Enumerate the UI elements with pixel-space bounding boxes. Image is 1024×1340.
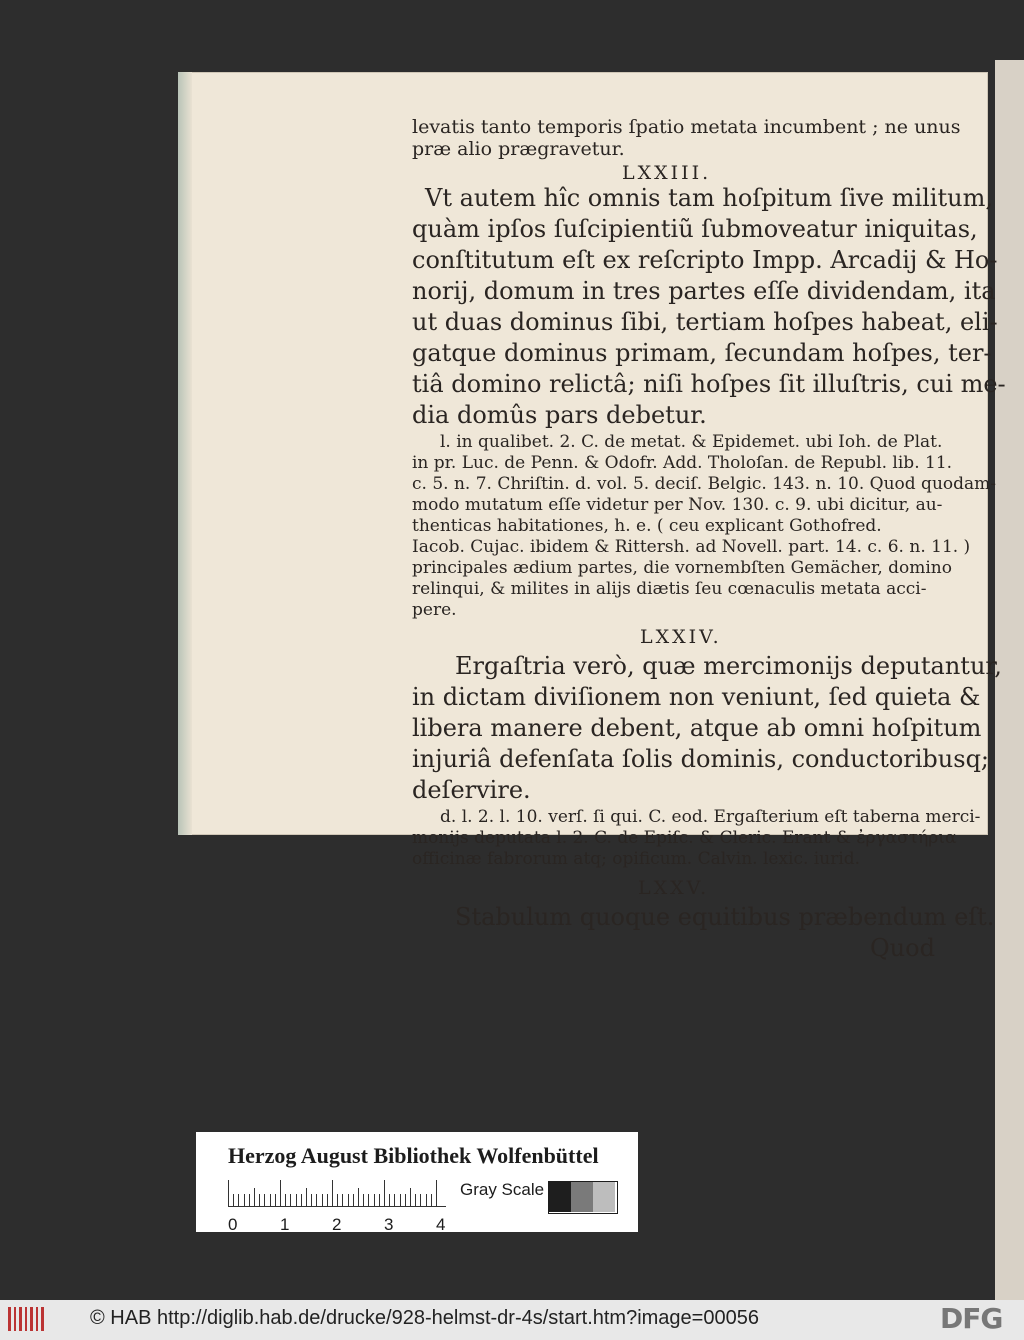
text-line: gatque dominus primam, ſecundam hoſpes, ter- bbox=[412, 339, 992, 367]
ruler-number: 3 bbox=[384, 1215, 394, 1234]
ruler-tick bbox=[420, 1194, 421, 1206]
text-line: dia domûs pars debetur. bbox=[412, 401, 707, 429]
ruler-tick bbox=[389, 1194, 390, 1206]
ruler-tick bbox=[322, 1194, 323, 1206]
text-line: tiâ domino relictâ; niſi hoſpes ſit illuſtris, cui me- bbox=[412, 370, 1006, 398]
footnote-line: in pr. Luc. de Penn. & Odofr. Add. Tholoſan. de Republ. lib. 11. bbox=[412, 453, 953, 473]
ruler-tick bbox=[405, 1194, 406, 1206]
text-line: libera manere debent, atque ab omni hoſpitum bbox=[412, 714, 982, 742]
ruler-tick bbox=[327, 1194, 328, 1206]
ruler-tick bbox=[228, 1180, 229, 1206]
footnote-line: officinæ fabrorum atq; opificum. Calvin. lexic. iurid. bbox=[412, 849, 861, 869]
ruler-tick bbox=[431, 1194, 432, 1206]
page-edge bbox=[178, 72, 192, 835]
text-line: Ergaſtria verò, quæ mercimonijs deputantur, bbox=[455, 652, 1002, 680]
ruler-tick bbox=[290, 1194, 291, 1206]
ruler-tick bbox=[259, 1194, 260, 1206]
ruler-tick bbox=[342, 1194, 343, 1206]
ruler-number: 0 bbox=[228, 1215, 238, 1234]
text-line: norij, domum in tres partes eſſe dividendam, ita bbox=[412, 277, 996, 305]
ruler-tick bbox=[426, 1194, 427, 1206]
ruler-tick bbox=[368, 1194, 369, 1206]
footnote-line: pere. bbox=[412, 600, 457, 620]
ruler-tick bbox=[254, 1188, 255, 1206]
ruler-tick bbox=[311, 1194, 312, 1206]
ruler-tick bbox=[384, 1180, 385, 1206]
gray-scale-frame bbox=[548, 1181, 618, 1214]
ruler-tick bbox=[233, 1194, 234, 1206]
ruler-tick bbox=[374, 1194, 375, 1206]
text-line: conſtitutum eſt ex reſcripto Impp. Arcadij & Ho- bbox=[412, 246, 998, 274]
ruler-tick bbox=[410, 1188, 411, 1206]
section-number: LXXIV. bbox=[640, 626, 722, 648]
ruler-tick bbox=[348, 1194, 349, 1206]
ruler-tick bbox=[296, 1194, 297, 1206]
ruler-number: 1 bbox=[280, 1215, 290, 1234]
ruler-tick bbox=[436, 1180, 437, 1206]
ruler-tick bbox=[363, 1194, 364, 1206]
section-number: LXXIII. bbox=[622, 162, 712, 184]
text-line: injuriâ defenſata ſolis dominis, conductoribusq; bbox=[412, 745, 990, 773]
ruler-tick bbox=[264, 1194, 265, 1206]
footnote-line: Iacob. Cujac. ibidem & Rittersh. ad Novell. part. 14. c. 6. n. 11. ) bbox=[412, 537, 971, 557]
ruler-tick bbox=[280, 1180, 281, 1206]
ruler-tick bbox=[394, 1194, 395, 1206]
library-name: Herzog August Bibliothek Wolfenbüttel bbox=[228, 1143, 599, 1168]
ruler-tick bbox=[337, 1194, 338, 1206]
footnote-line: l. in qualibet. 2. C. de metat. & Epidemet. ubi Ioh. de Plat. bbox=[440, 432, 943, 452]
ruler-tick bbox=[285, 1194, 286, 1206]
section-number: LXXV. bbox=[638, 877, 710, 899]
ruler-tick bbox=[358, 1188, 359, 1206]
text-line: in dictam diviſionem non veniunt, ſed quieta & bbox=[412, 683, 981, 711]
ruler-number: 2 bbox=[332, 1215, 342, 1234]
ruler-tick bbox=[415, 1194, 416, 1206]
ruler-tick bbox=[379, 1194, 380, 1206]
ruler-tick bbox=[332, 1180, 333, 1206]
ruler-tick bbox=[270, 1194, 271, 1206]
ruler-tick bbox=[301, 1194, 302, 1206]
footnote-line: principales ædium partes, die vornembſten Gemächer, domino bbox=[412, 558, 952, 578]
text-line: Stabulum quoque equitibus præbendum eſt. bbox=[455, 903, 995, 931]
book-spine bbox=[995, 60, 1024, 1300]
footnote-line: c. 5. n. 7. Chriſtin. d. vol. 5. deciſ. Belgic. 143. n. 10. Quod quodam- bbox=[412, 474, 997, 494]
catchword: Quod bbox=[870, 934, 935, 962]
footnote-line: monijs deputata l. 2. C. de Epiſc. & Cleric. Erant & ἐργαστήρια bbox=[412, 828, 957, 848]
text-line: deſervire. bbox=[412, 776, 531, 804]
ruler-tick bbox=[400, 1194, 401, 1206]
text-line: ut duas dominus ſibi, tertiam hoſpes habeat, eli- bbox=[412, 308, 998, 336]
footnote-line: d. l. 2. l. 10. verſ. ſi qui. C. eod. Ergaſterium eſt taberna merci- bbox=[440, 807, 981, 827]
text-line: præ alio prægravetur. bbox=[412, 138, 625, 160]
footnote-line: modo mutatum eſſe videtur per Nov. 130. c. 9. ubi dicitur, au- bbox=[412, 495, 943, 515]
dfg-logo: DFG bbox=[940, 1302, 1003, 1335]
gray-scale-label: Gray Scale bbox=[460, 1180, 545, 1199]
footnote-line: relinqui, & milites in alijs diætis ſeu cœnaculis metata acci- bbox=[412, 579, 927, 599]
ruler-number: 4 bbox=[436, 1215, 446, 1234]
footnote-line: thenticas habitationes, h. e. ( ceu explicant Gothofred. bbox=[412, 516, 882, 536]
text-line: levatis tanto temporis ſpatio metata incumbent ; ne unus bbox=[412, 116, 961, 138]
ruler-tick bbox=[353, 1194, 354, 1206]
ruler-tick bbox=[316, 1194, 317, 1206]
ruler-tick bbox=[238, 1194, 239, 1206]
copyright-link[interactable]: © HAB http://diglib.hab.de/drucke/928-helmst-dr-4s/start.htm?image=00056 bbox=[90, 1307, 759, 1329]
ruler-tick bbox=[249, 1194, 250, 1206]
text-line: quàm ipſos ſuſcipientiũ ſubmoveatur iniquitas, bbox=[412, 215, 978, 243]
text-line: Vt autem hîc omnis tam hoſpitum ſive militum, bbox=[425, 184, 993, 212]
scale-ruler bbox=[228, 1180, 446, 1207]
hab-barcode-icon bbox=[6, 1305, 46, 1333]
ruler-tick bbox=[275, 1194, 276, 1206]
ruler-tick bbox=[306, 1188, 307, 1206]
ruler-tick bbox=[244, 1194, 245, 1206]
